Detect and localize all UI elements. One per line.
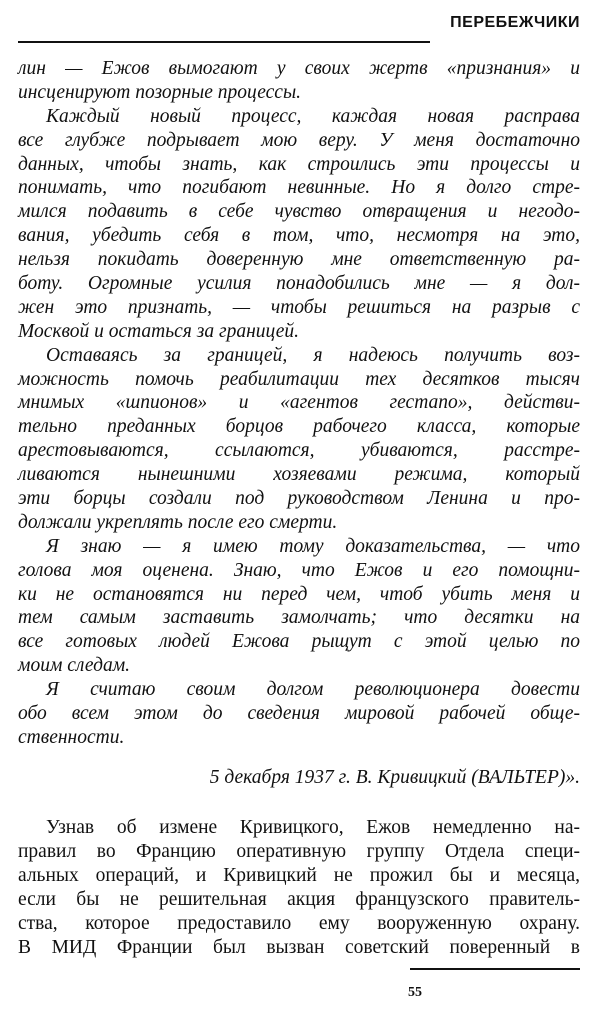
text-line: мился подавить в себе чувство отвращения и негодо- — [18, 201, 580, 223]
text-line: ливаются нынешними хозяевами режима, который — [18, 464, 580, 486]
text-line: все готовых людей Ежова рыщут с этой целью по — [18, 631, 580, 653]
text-line: Я знаю — я имею тому доказательства, — что — [46, 535, 580, 557]
text-line: должали укреплять после его смерти. — [18, 511, 338, 533]
header-rule — [18, 41, 430, 43]
text-line: если бы не решительная акция французского правитель- — [18, 889, 580, 910]
text-line: Я считаю своим долгом революционера довести — [46, 679, 580, 701]
text-line: мнимых «шпионов» и «агентов гестапо», действи- — [18, 392, 580, 414]
signature-line: 5 декабря 1937 г. В. Кривицкий (ВАЛЬТЕР)». — [209, 767, 580, 788]
text-line: обо всем этом до сведения мировой рабочей обще- — [18, 703, 580, 725]
text-line: Каждый новый процесс, каждая новая расправа — [46, 105, 580, 127]
text-line: нельзя покидать доверенную мне ответственную ра- — [18, 249, 580, 271]
text-line: Узнав об измене Кривицкого, Ежов немедленно на- — [46, 817, 580, 838]
footer-rule — [410, 968, 580, 970]
text-line: правил во Францию оперативную группу Отдела специ- — [18, 841, 580, 862]
text-line: вания, убедить себя в том, что, несмотря на это, — [18, 225, 580, 247]
running-title: ПЕРЕБЕЖЧИКИ — [450, 14, 580, 31]
text-line: Оставаясь за границей, я надеюсь получить воз- — [46, 344, 580, 366]
letter-body — [18, 57, 580, 750]
text-line: арестовываются, ссылаются, убиваются, расстре- — [18, 440, 580, 462]
text-line: В МИД Франции был вызван советский поверенный в — [18, 937, 580, 958]
text-line: боту. Огромные усилия понадобились мне — я дол- — [18, 273, 580, 295]
text-line: моим следам. — [18, 655, 131, 677]
text-line: инсценируют позорные процессы. — [18, 81, 302, 103]
text-line: ки не остановятся ни перед чем, чтоб убить меня и — [18, 583, 580, 605]
text-line: можность помочь реабилитации тех десятков тысяч — [18, 368, 580, 390]
text-line: ства, которое предоставило ему вооруженную охрану. — [18, 913, 580, 934]
text-line: альных операций, и Кривицкий не прожил бы и месяца, — [18, 865, 580, 886]
text-line: ственности. — [18, 726, 125, 748]
text-line: голова моя оценена. Знаю, что Ежов и его помощни- — [18, 559, 580, 581]
text-line: данных, чтобы знать, как строились эти процессы и — [18, 153, 580, 175]
text-line: Москвой и остаться за границей. — [18, 320, 300, 342]
text-line: жен это признать, — чтобы решиться на разрыв с — [18, 296, 580, 318]
page-number: 55 — [408, 985, 422, 1000]
text-line: понимать, что погибают невинные. Но я долго стре- — [18, 177, 580, 199]
text-line: тельно преданных борцов рабочего класса, которые — [18, 416, 580, 438]
text-line: эти борцы создали под руководством Ленина и про- — [18, 488, 580, 510]
narrative-body — [18, 816, 580, 960]
text-line: лин — Ежов вымогают у своих жертв «признания» и — [18, 58, 580, 79]
text-line: тем самым заставить замолчать; что десятки на — [18, 607, 580, 629]
text-line: все глубже подрывает мою веру. У меня достаточно — [18, 129, 580, 151]
